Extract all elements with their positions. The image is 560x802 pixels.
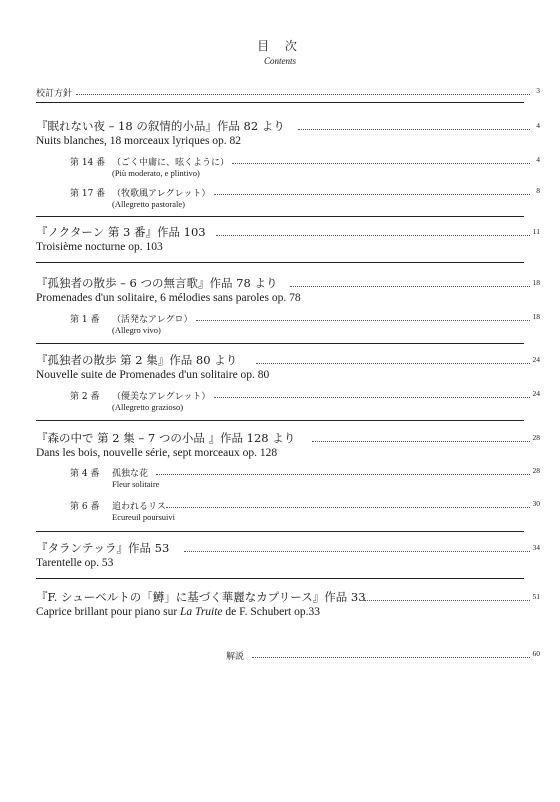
title-en-part: Caprice brillant pour piano sur bbox=[36, 606, 181, 618]
entry-title-en: Tarentelle op. 53 bbox=[36, 557, 114, 569]
subentry-page: 4 bbox=[536, 155, 540, 164]
entry-title-ja: 『孤独者の散歩 第 2 集』作品 80 より bbox=[36, 353, 238, 367]
entry-title-en: Nuits blanches, 18 morceaux lyriques op. 82 bbox=[36, 135, 242, 147]
entry-page: 18 bbox=[532, 278, 540, 287]
divider bbox=[36, 102, 524, 103]
toc-entry-section-op53[interactable] bbox=[0, 540, 560, 554]
entry-page: 60 bbox=[532, 649, 540, 658]
subentry-title-ja: 孤独な花 bbox=[112, 469, 149, 479]
subentry-page: 18 bbox=[532, 312, 540, 321]
entry-page: 4 bbox=[536, 121, 540, 130]
entry-title-ja: 『F. シューベルトの「鱒」に基づく華麗なカプリース』作品 33 bbox=[36, 590, 366, 604]
toc-entry-section-op78[interactable] bbox=[0, 275, 560, 289]
toc-title-ja: 目 次 bbox=[257, 39, 303, 53]
subentry-title-ja: （優美なアレグレット） bbox=[112, 392, 211, 402]
toc-entry-section-op128[interactable] bbox=[0, 430, 560, 444]
divider bbox=[36, 262, 524, 263]
subentry-title-en: (Allegretto grazioso) bbox=[112, 402, 184, 412]
divider bbox=[36, 420, 524, 421]
subentry-number: 第 1 番 bbox=[70, 315, 100, 325]
toc-subentry-op78-no1[interactable] bbox=[0, 310, 560, 324]
entry-page: 51 bbox=[532, 592, 540, 601]
toc-header bbox=[0, 38, 560, 68]
entry-title-ja: 『森の中で 第 2 集 – 7 つの小品 』作品 128 より bbox=[36, 431, 296, 445]
entry-page: 28 bbox=[532, 433, 540, 442]
toc-subentry-op82-no14[interactable] bbox=[0, 153, 560, 167]
toc-entry-section-op33[interactable] bbox=[0, 589, 560, 603]
entry-title-en: Nouvelle suite de Promenades d'un solitaire op. 80 bbox=[36, 369, 270, 381]
entry-page: 11 bbox=[532, 227, 540, 236]
entry-title-ja: 『ノクターン 第 3 番』作品 103 bbox=[36, 225, 206, 239]
subentry-page: 30 bbox=[532, 499, 540, 508]
subentry-page: 24 bbox=[532, 389, 540, 398]
title-en-part: de F. Schubert op.33 bbox=[222, 606, 321, 618]
toc-subentry-op128-no6[interactable] bbox=[0, 497, 560, 511]
entry-title-en: Promenades d'un solitaire, 6 mélodies sans paroles op. 78 bbox=[36, 292, 301, 304]
entry-title: 解説 bbox=[226, 652, 245, 662]
entry-title-en: Dans les bois, nouvelle série, sept morceaux op. 128 bbox=[36, 447, 278, 459]
subentry-title-en: (Allegro vivo) bbox=[112, 325, 161, 335]
divider bbox=[36, 531, 524, 532]
subentry-page: 28 bbox=[532, 466, 540, 475]
entry-title-en: Troisième nocturne op. 103 bbox=[36, 241, 163, 253]
subentry-title-ja: （ごく中庸に、呟くように） bbox=[112, 158, 230, 168]
subentry-title-ja: 追われるリス bbox=[112, 502, 166, 512]
divider bbox=[36, 343, 524, 344]
entry-page: 24 bbox=[532, 355, 540, 364]
divider bbox=[36, 578, 524, 579]
entry-title-ja: 『タランテッラ』作品 53 bbox=[36, 541, 170, 555]
subentry-title-en: Fleur solitaire bbox=[112, 479, 160, 489]
subentry-title-ja: （活発なアレグロ） bbox=[112, 315, 193, 325]
subentry-number: 第 2 番 bbox=[70, 392, 100, 402]
entry-title-ja: 『眠れない夜 – 18 の叙情的小品』作品 82 より bbox=[36, 119, 285, 133]
toc-subentry-op80-no2[interactable] bbox=[0, 387, 560, 401]
toc-entry-section-op80[interactable] bbox=[0, 352, 560, 366]
entry-page: 34 bbox=[532, 543, 540, 552]
toc-entry-editorial[interactable] bbox=[0, 84, 560, 98]
toc-entry-commentary[interactable] bbox=[0, 647, 560, 661]
entry-page: 3 bbox=[536, 86, 540, 95]
subentry-title-en: (Più moderato, e plintivo) bbox=[112, 168, 200, 178]
toc-subentry-op82-no17[interactable] bbox=[0, 184, 560, 198]
subentry-number: 第 17 番 bbox=[70, 189, 106, 199]
title-en-italic-part: La Truite bbox=[180, 606, 223, 618]
toc-subentry-op128-no4[interactable] bbox=[0, 464, 560, 478]
toc-title-en: Contents bbox=[263, 56, 296, 66]
subentry-number: 第 6 番 bbox=[70, 502, 100, 512]
entry-title: 校訂方針 bbox=[36, 89, 73, 99]
subentry-title-ja: （牧歌風アレグレット） bbox=[112, 189, 211, 199]
entry-title-en bbox=[36, 606, 320, 618]
subentry-number: 第 4 番 bbox=[70, 469, 100, 479]
subentry-number: 第 14 番 bbox=[70, 158, 106, 168]
toc-entry-section-op82[interactable] bbox=[0, 118, 560, 132]
subentry-page: 8 bbox=[536, 186, 540, 195]
subentry-title-en: Ecureuil poursuivi bbox=[112, 512, 176, 522]
toc-entry-section-op103[interactable] bbox=[0, 224, 560, 238]
divider bbox=[36, 216, 524, 217]
subentry-title-en: (Allegretto pastorale) bbox=[112, 199, 185, 209]
entry-title-ja: 『孤独者の散歩 – 6 つの無言歌』作品 78 より bbox=[36, 276, 278, 290]
